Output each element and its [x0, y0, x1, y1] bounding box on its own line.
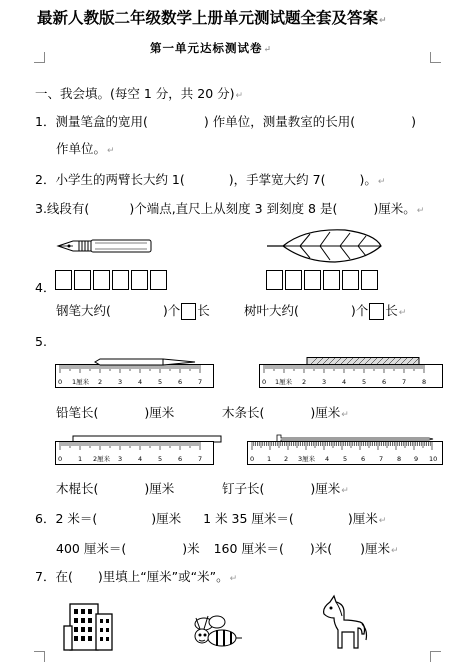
- unit-box: [369, 303, 384, 320]
- corner-mark-br: [430, 651, 441, 662]
- question-4-number: 4．: [35, 280, 56, 295]
- tick-label: 2: [284, 455, 289, 463]
- ruler-nail: [247, 432, 447, 466]
- tick-label: 5: [158, 378, 163, 386]
- ruler-pencil: [55, 355, 215, 389]
- tick-label: 7: [402, 378, 407, 386]
- tick-label: 7: [379, 455, 384, 463]
- question-4-pen: 钢笔大约( )个 长: [56, 303, 210, 318]
- tick-label: 10: [429, 455, 438, 463]
- tick-label: 4: [138, 378, 143, 386]
- corner-mark-tr: [430, 52, 441, 63]
- question-4-leaf: 树叶大约( )个 长↵: [244, 303, 407, 318]
- tick-label: 6: [178, 378, 183, 386]
- page-title: 最新人教版二年级数学上册单元测试题全套及答案↵: [37, 9, 387, 27]
- tick-label: 7: [198, 378, 203, 386]
- tick-label: 2厘米: [93, 455, 111, 463]
- corner-mark-tl: [34, 52, 45, 63]
- q5-nail-answer: 钉子长( )厘米↵: [222, 481, 349, 496]
- section-heading: 一、我会填。(每空 1 分，共 20 分)↵: [35, 86, 244, 101]
- question-6-line-2: 400 厘米＝( )米 160 厘米＝( )米( )厘米↵: [56, 541, 399, 556]
- tick-label: 0: [58, 455, 63, 463]
- question-1-line-1: 1．测量笔盒的宽用( ) 作单位，测量教室的长用( ): [35, 114, 416, 129]
- tick-label: 4: [325, 455, 330, 463]
- question-1-line-2: 作单位。↵: [56, 141, 115, 156]
- bee-icon: [190, 612, 245, 652]
- tick-label: 8: [422, 378, 427, 386]
- horse-icon: [318, 594, 368, 654]
- question-5-number: 5.: [35, 334, 47, 349]
- tick-label: 4: [138, 455, 143, 463]
- tick-label: 2: [302, 378, 307, 386]
- tick-label: 3: [322, 378, 327, 386]
- leaf-unit-cells: [266, 270, 380, 294]
- tick-label: 1厘米: [275, 378, 293, 386]
- tick-label: 0: [58, 378, 63, 386]
- building-icon: [60, 600, 120, 652]
- question-3: 3.线段有( )个端点,直尺上从刻度 3 到刻度 8 是( )厘米。↵: [35, 201, 425, 216]
- leaf-icon: [265, 226, 385, 266]
- tick-label: 3: [118, 378, 123, 386]
- question-2: 2．小学生的两臂长大约 1( )，手掌宽大约 7( )。↵: [35, 172, 386, 187]
- unit-box: [181, 303, 196, 320]
- tick-label: 8: [397, 455, 402, 463]
- question-6-line-1: 6．2 米＝( )厘米 1 米 35 厘米＝( )厘米↵: [35, 511, 387, 526]
- pen-unit-cells: [55, 270, 169, 294]
- ruler-wood: [259, 355, 449, 389]
- tick-label: 3厘米: [298, 455, 316, 463]
- q5-wood-answer: 木条长( )厘米↵: [222, 405, 349, 420]
- tick-label: 6: [178, 455, 183, 463]
- tick-label: 7: [198, 455, 203, 463]
- tick-label: 6: [382, 378, 387, 386]
- corner-mark-bl: [34, 651, 45, 662]
- tick-label: 5: [158, 455, 163, 463]
- tick-label: 0: [262, 378, 267, 386]
- pen-icon: [55, 236, 155, 256]
- section-subtitle: 第一单元达标测试卷↵: [150, 41, 273, 55]
- tick-label: 4: [342, 378, 347, 386]
- tick-label: 5: [343, 455, 348, 463]
- tick-label: 5: [362, 378, 367, 386]
- tick-label: 0: [250, 455, 255, 463]
- tick-label: 3: [118, 455, 123, 463]
- tick-label: 6: [361, 455, 366, 463]
- tick-label: 1: [267, 455, 272, 463]
- q5-pencil-answer: 铅笔长( )厘米: [56, 405, 175, 420]
- tick-label: 1厘米: [72, 378, 90, 386]
- question-7: 7．在( )里填上“厘米”或“米”。↵: [35, 569, 238, 584]
- tick-label: 2: [98, 378, 103, 386]
- ruler-stick: [55, 432, 225, 466]
- tick-label: 1: [78, 455, 83, 463]
- q5-stick-answer: 木棍长( )厘米: [56, 481, 175, 496]
- tick-label: 9: [414, 455, 419, 463]
